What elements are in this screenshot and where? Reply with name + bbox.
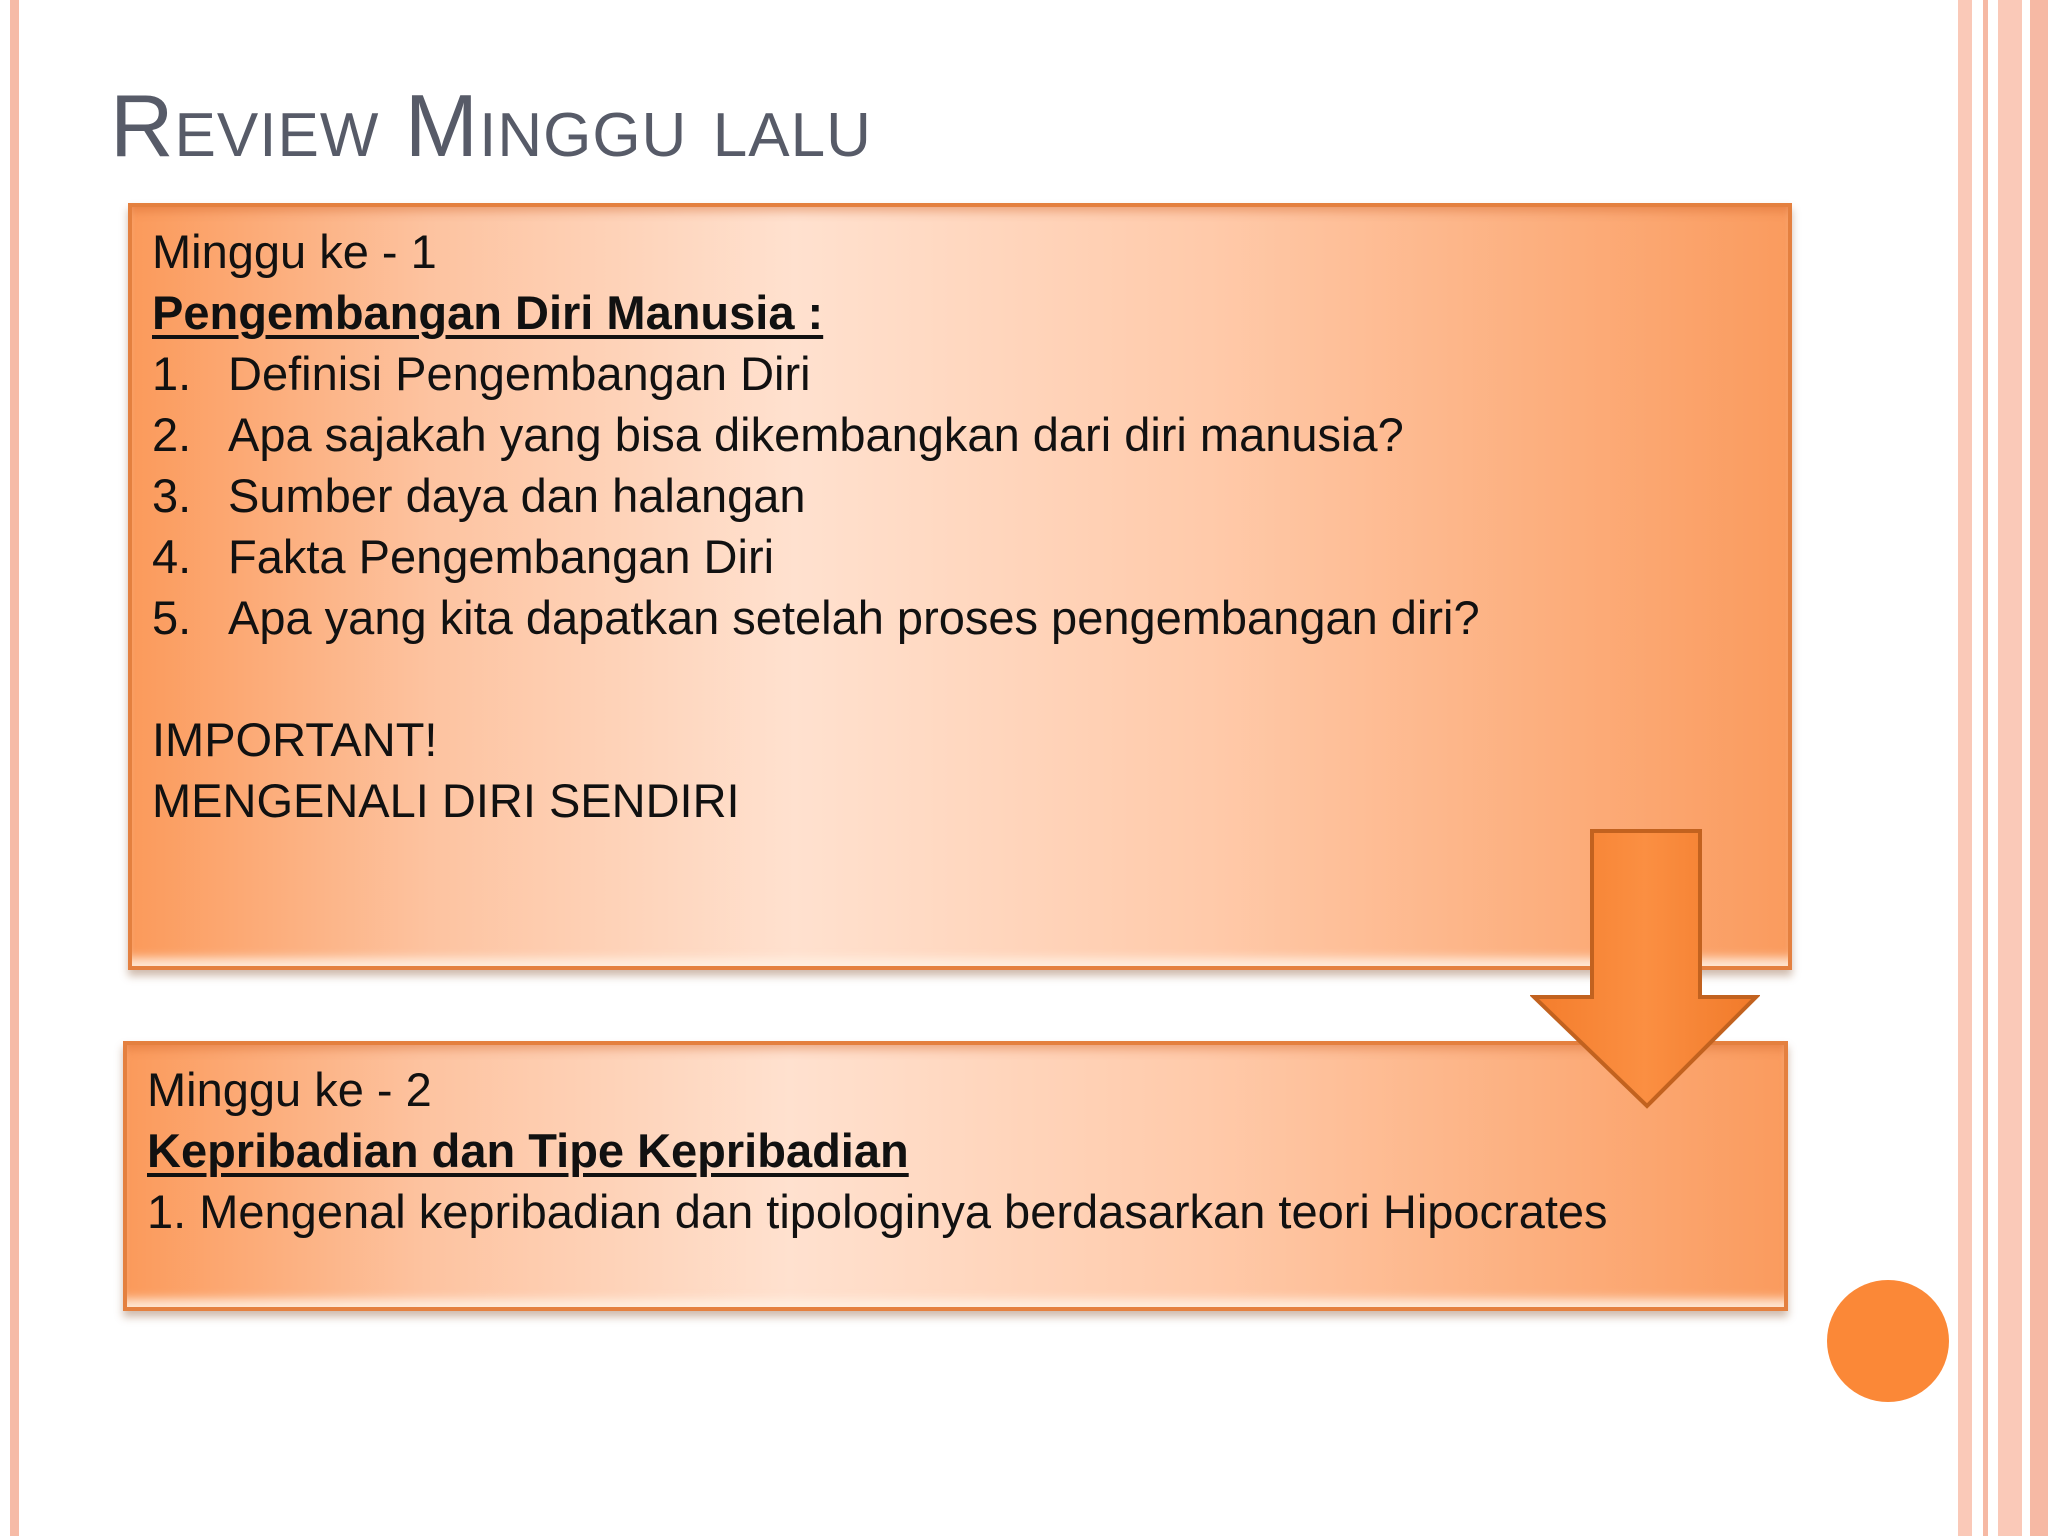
spacer	[152, 648, 1788, 709]
week1-heading: Pengembangan Diri Manusia :	[152, 286, 824, 339]
important-label: IMPORTANT!	[152, 713, 438, 766]
list-item-text: Sumber daya dan halangan	[228, 469, 806, 522]
list-item	[152, 465, 1788, 526]
list-item	[152, 587, 1788, 648]
left-border-stripe	[10, 0, 19, 1536]
list-item-number: 4.	[152, 530, 192, 583]
list-item-number: 5.	[152, 591, 192, 644]
list-item-text: Apa yang kita dapatkan setelah proses pengembangan diri?	[228, 591, 1480, 644]
week1-label: Minggu ke - 1	[152, 225, 437, 278]
list-item	[152, 404, 1788, 465]
right-border-stripe	[1958, 0, 1972, 1536]
down-arrow-icon	[1530, 827, 1760, 1109]
orange-circle-decoration	[1827, 1280, 1949, 1402]
important-text: MENGENALI DIRI SENDIRI	[152, 774, 740, 827]
right-border-stripe	[1998, 0, 2022, 1536]
list-item	[152, 526, 1788, 587]
week2-label: Minggu ke - 2	[147, 1063, 432, 1116]
week2-heading: Kepribadian dan Tipe Kepribadian	[147, 1124, 909, 1177]
list-item-number: 1.	[152, 347, 192, 400]
right-border-stripe	[1983, 0, 1988, 1536]
list-item-text: Fakta Pengembangan Diri	[228, 530, 775, 583]
list-item-text: Definisi Pengembangan Diri	[228, 347, 811, 400]
slide-title: Review Minggu lalu	[110, 76, 872, 175]
week1-topic-list	[152, 343, 1788, 648]
list-item	[152, 343, 1788, 404]
list-item-text: Apa sajakah yang bisa dikembangkan dari diri manusia?	[228, 408, 1404, 461]
week2-item: 1. Mengenal kepribadian dan tipologinya berdasarkan teori Hipocrates	[147, 1185, 1608, 1238]
right-border-stripe	[2030, 0, 2048, 1536]
list-item-number: 2.	[152, 408, 192, 461]
list-item-number: 3.	[152, 469, 192, 522]
